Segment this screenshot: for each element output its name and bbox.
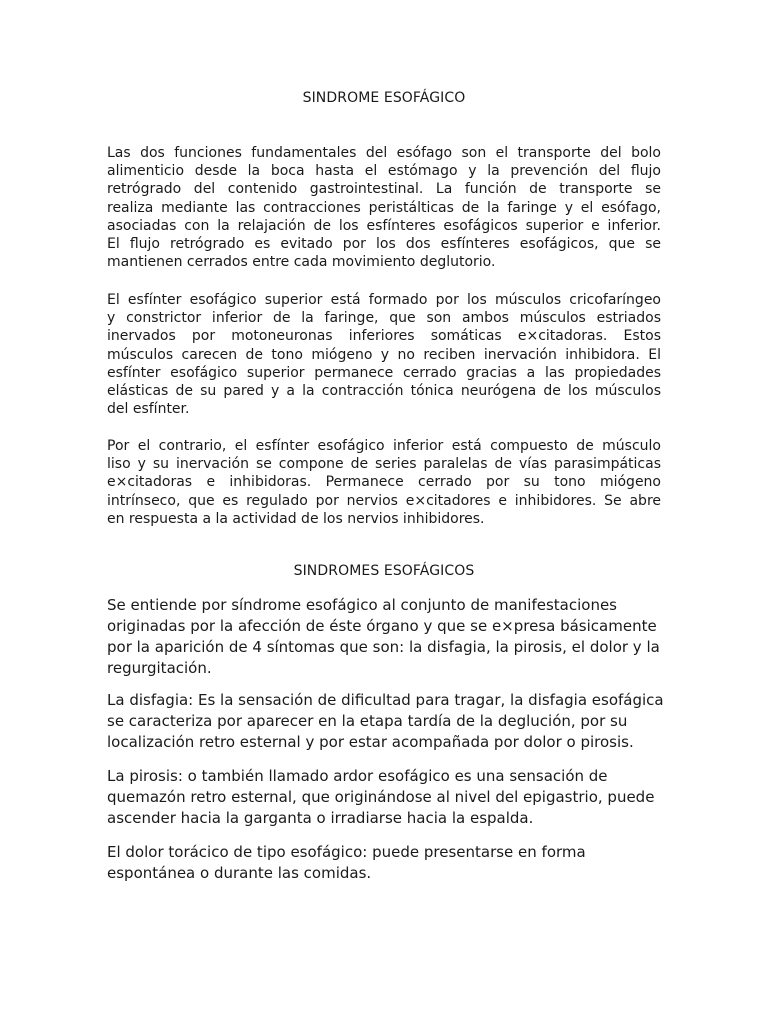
paragraph-pyrosis [107,766,661,829]
text-line: mantienen cerrados entre cada movimiento deglutorio. [107,254,496,271]
text-line: La disfagia: Es la sensación de dificultad para tragar, la disfagia esofágica [107,691,664,709]
text-line: El flujo retrógrado es evitado por los dos esfínteres esofágicos, que se [107,236,661,253]
paragraph-dysphagia [107,690,664,753]
text-line: esfínter esofágico superior permanece cerrado gracias a las propiedades [107,364,661,381]
text-line: quemazón retro esternal, que originándose al nivel del epigastrio, puede [107,788,655,806]
text-line: alimenticio desde la boca hasta el estómago y la prevención del flujo [107,163,661,180]
text-line: Por el contrario, el esfínter esofágico inferior está compuesto de músculo [107,438,661,454]
text-line: El esfínter esofágico superior está formado por los músculos cricofaríngeo [107,292,661,308]
paragraph-chest-pain [107,842,661,884]
paragraph-lower-sphincter [107,437,661,528]
text-line: El dolor torácico de tipo esofágico: puede presentarse en forma [107,843,586,861]
text-line: espontánea o durante las comidas. [107,864,372,882]
text-line: e×citadoras e inhibidoras. Permanece cerrado por su tono miógeno [107,474,661,491]
paragraph-upper-sphincter [107,291,661,418]
text-line: retrógrado del contenido gastrointestinal. La función de transporte se [107,181,661,198]
text-line: originadas por la afección de éste órgano y que se e×presa básicamente [107,617,657,635]
text-line: La pirosis: o también llamado ardor esofágico es una sensación de [107,767,608,785]
text-line: Se entiende por síndrome esofágico al conjunto de manifestaciones [107,596,617,614]
text-line: realiza mediante las contracciones peristálticas de la faringe y el esófago, [107,199,661,216]
text-line: se caracteriza por aparecer en la etapa tardía de la deglución, por su [107,712,628,730]
text-line: músculos carecen de tono miógeno y no reciben inervación inhibidora. El [107,346,661,363]
text-line: localización retro esternal y por estar acompañada por dolor o pirosis. [107,733,634,751]
section-subtitle: SINDROMES ESOFÁGICOS [293,563,475,579]
text-line: regurgitación. [107,659,212,677]
paragraph-syndrome-definition [107,595,661,679]
text-line: intrínseco, que es regulado por nervios e×citadores e inhibidores. Se abre [107,492,661,509]
document-title: SINDROME ESOFÁGICO [302,90,466,106]
text-line: Las dos funciones fundamentales del esófago son el transporte del bolo [107,145,661,161]
text-line: y constrictor inferior de la faringe, que son ambos músculos estriados [107,310,661,327]
text-line: por la aparición de 4 síntomas que son: la disfagia, la pirosis, el dolor y la [107,638,660,656]
text-line: liso y su inervación se compone de series paralelas de vías parasimpáticas [107,456,661,473]
text-line: del esfínter. [107,401,190,418]
paragraph-esophagus-functions [107,144,661,271]
text-line: asociadas con la relajación de los esfínteres esofágicos superior e inferior. [107,217,661,234]
text-line: elásticas de su pared y a la contracción tónica neurógena de los músculos [107,383,661,400]
text-line: en respuesta a la actividad de los nervios inhibidores. [107,510,485,527]
text-line: inervados por motoneuronas inferiores somáticas e×citadoras. Estos [107,328,661,345]
text-line: ascender hacia la garganta o irradiarse hacia la espalda. [107,809,534,827]
